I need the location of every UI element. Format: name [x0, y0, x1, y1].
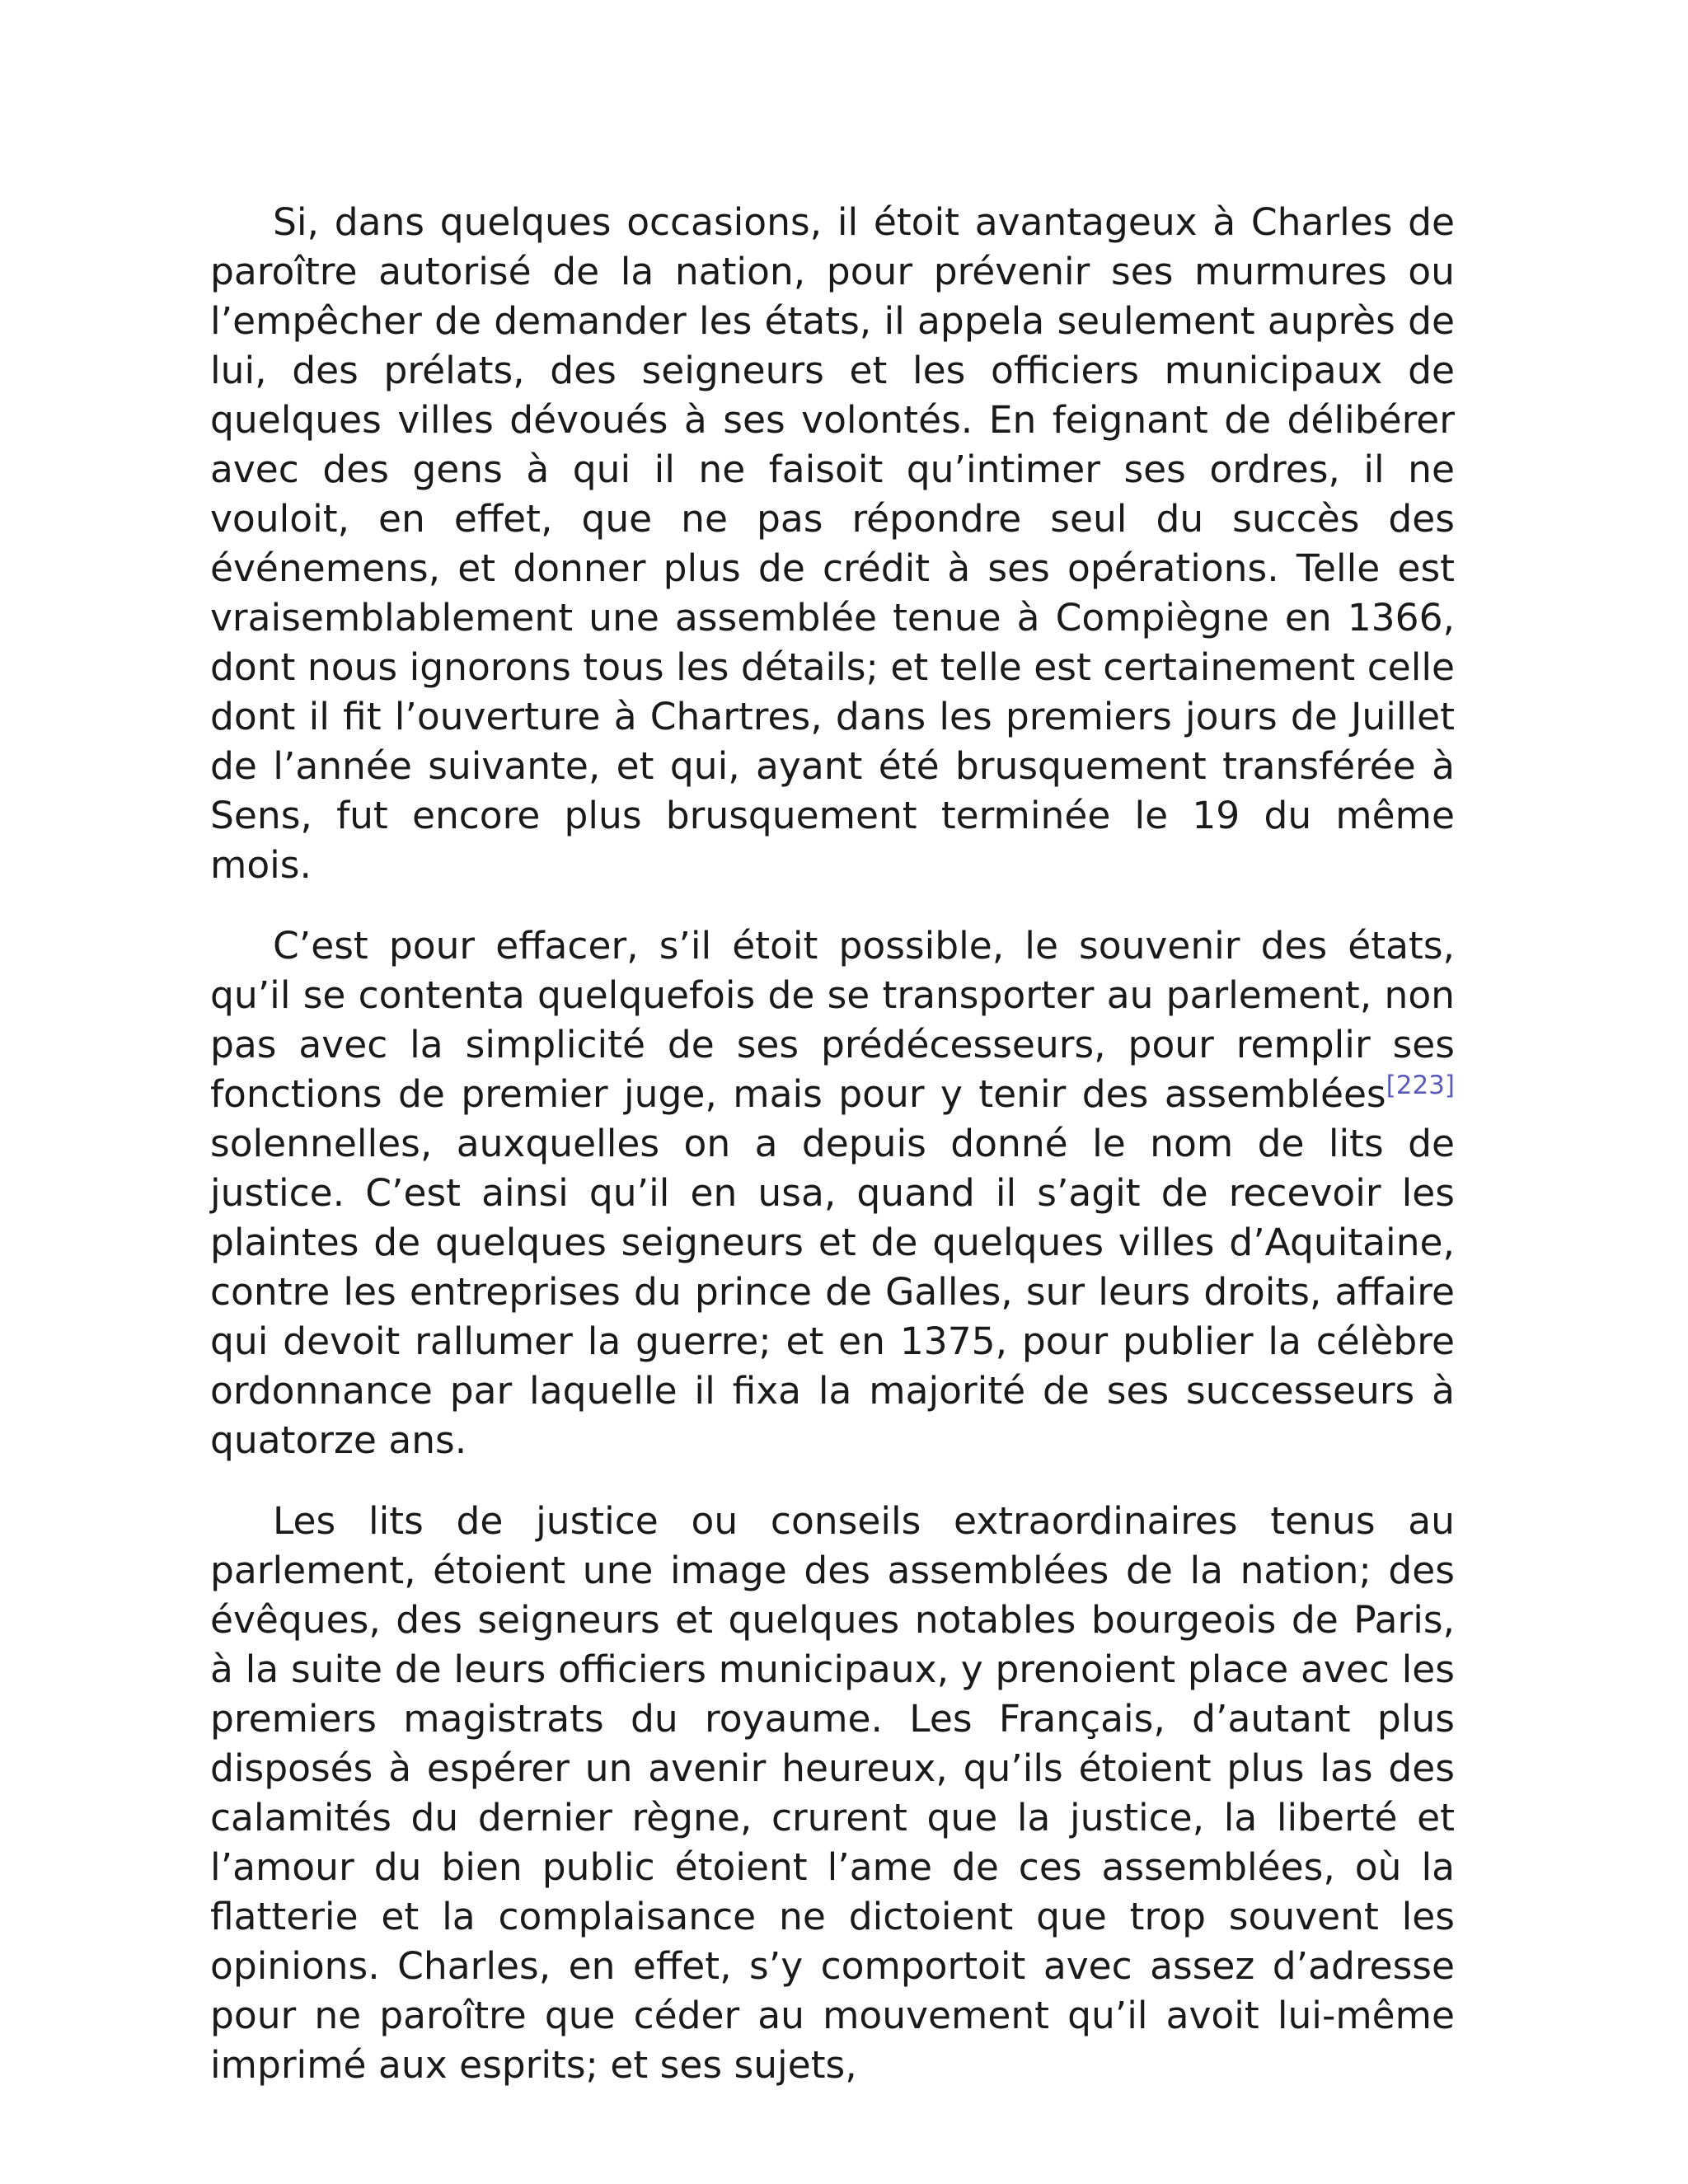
paragraph-2-text-before: C’est pour effacer, s’il étoit possible, le souvenir des états, qu’il se contenta quelquefois de se transporter au parlement, non pas avec la simplicité de ses prédécesseurs, pour remplir ses fonctions de premier juge, mais pour y tenir des assemblées: [210, 924, 1455, 1116]
paragraph-2: [210, 921, 1455, 1465]
paragraph-2-text-after: solennelles, auxquelles on a depuis donné le nom de lits de justice. C’est ainsi qu’il en usa, quand il s’agit de recevoir les plaintes de quelques seigneurs et de quelques villes d’Aquitaine, contre les entreprises du prince de Galles, sur leurs droits, affaire qui devoit rallumer la guerre; et en 1375, pour publier la célèbre ordonnance par laquelle il fixa la majorité de ses successeurs à quatorze ans.: [210, 1122, 1455, 1462]
page-body: [210, 198, 1455, 2121]
footnote-link-223[interactable]: [223]: [1386, 1070, 1455, 1100]
paragraph-1: Si, dans quelques occasions, il étoit avantageux à Charles de paroître autorisé de la nation, pour prévenir ses murmures ou l’empêcher de demander les états, il appela seulement auprès de lui, des prélats, des seigneurs et les officiers municipaux de quelques villes dévoués à ses volontés. En feignant de délibérer avec des gens à qui il ne faisoit qu’intimer ses ordres, il ne vouloit, en effet, que ne pas répondre seul du succès des événemens, et donner plus de crédit à ses opérations. Telle est vraisemblablement une assemblée tenue à Compiègne en 1366, dont nous ignorons tous les détails; et telle est certainement celle dont il fit l’ouverture à Chartres, dans les premiers jours de Juillet de l’année suivante, et qui, ayant été brusquement transférée à Sens, fut encore plus brusquement terminée le 19 du même mois.: [210, 200, 1455, 887]
paragraph-3: Les lits de justice ou conseils extraordinaires tenus au parlement, étoient une image des assemblées de la nation; des évêques, des seigneurs et quelques notables bourgeois de Paris, à la suite de leurs officiers municipaux, y prenoient place avec les premiers magistrats du royaume. Les Français, d’autant plus disposés à espérer un avenir heureux, qu’ils étoient plus las des calamités du dernier règne, crurent que la justice, la liberté et l’amour du bien public étoient l’ame de ces assemblées, où la flatterie et la complaisance ne dictoient que trop souvent les opinions. Charles, en effet, s’y comportoit avec assez d’adresse pour ne paroître que céder au mouvement qu’il avoit lui-même imprimé aux esprits; et ses sujets,: [210, 1499, 1455, 2087]
